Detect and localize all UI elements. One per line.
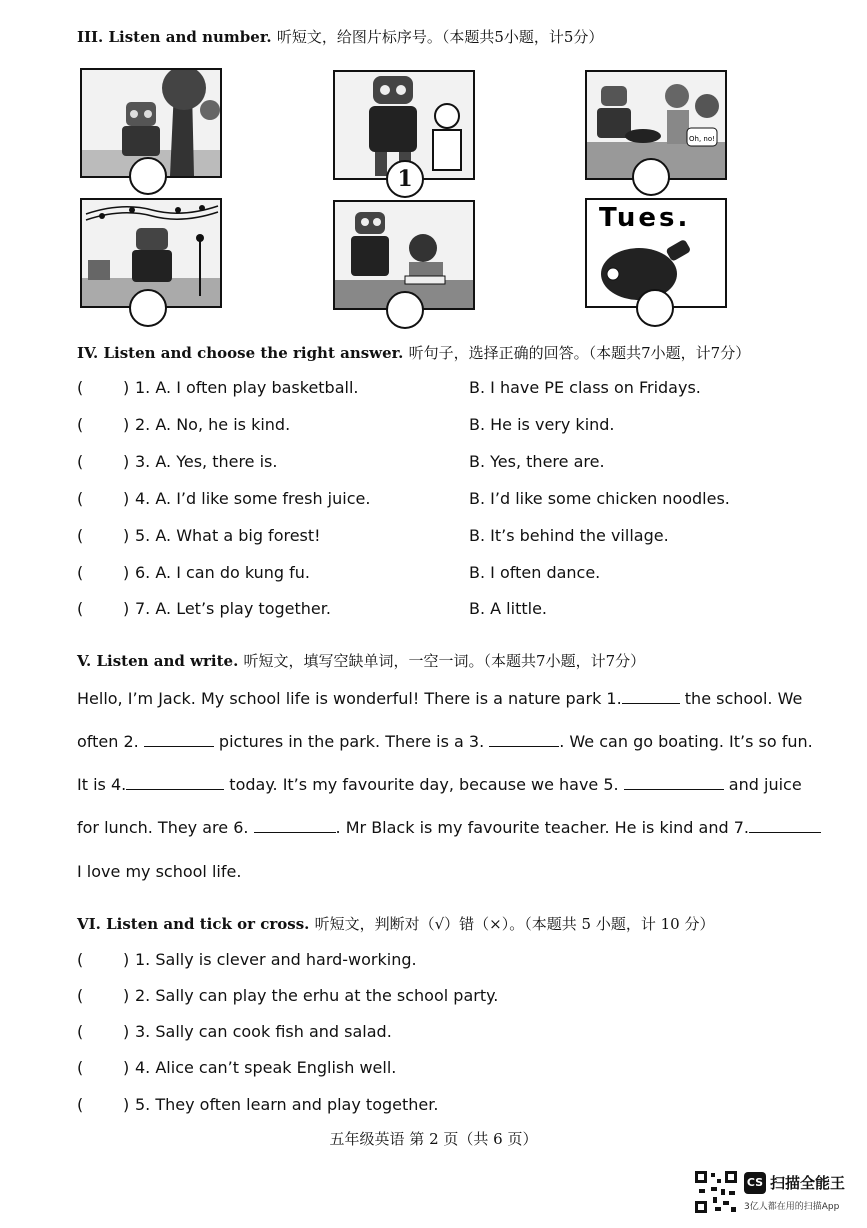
paren-open: ( bbox=[77, 1022, 84, 1041]
item-number: 6. bbox=[135, 563, 151, 582]
answer-circle-5[interactable] bbox=[386, 291, 424, 329]
statement: 5. They often learn and play together. bbox=[135, 1095, 439, 1114]
blank-5[interactable] bbox=[624, 775, 724, 790]
blank-2[interactable] bbox=[144, 732, 214, 747]
section-4-title: IV. Listen and choose the right answer. bbox=[77, 344, 404, 362]
statement: 4. Alice can’t speak English well. bbox=[135, 1058, 397, 1077]
passage-text: today. It’s my favourite day, because we have 5. bbox=[224, 775, 624, 794]
tick-row-5 bbox=[77, 1095, 439, 1114]
section-4-note: 听句子，选择正确的回答。（本题共7小题，计7分） bbox=[408, 344, 751, 362]
paren-open: ( bbox=[77, 1058, 84, 1077]
item-number: 2. bbox=[135, 415, 151, 434]
option-a: A. I’d like some fresh juice. bbox=[155, 489, 371, 508]
blank-7[interactable] bbox=[749, 818, 821, 833]
blank-4[interactable] bbox=[126, 775, 224, 790]
paren-close: ) bbox=[123, 378, 130, 397]
answer-circle-1[interactable] bbox=[129, 157, 167, 195]
option-b: B. I’d like some chicken noodles. bbox=[469, 489, 730, 508]
section-3-heading bbox=[77, 26, 603, 47]
paren-open: ( bbox=[77, 415, 84, 434]
paren-open: ( bbox=[77, 950, 84, 969]
camscanner-tagline: 3亿人都在用的扫描App bbox=[744, 1202, 840, 1212]
blank-6[interactable] bbox=[254, 818, 336, 833]
blank-3[interactable] bbox=[489, 732, 559, 747]
tues-text: Tues. bbox=[599, 203, 691, 233]
paren-open: ( bbox=[77, 452, 84, 471]
option-a: A. Yes, there is. bbox=[155, 452, 278, 471]
paren-open: ( bbox=[77, 1095, 84, 1114]
choice-row-5 bbox=[77, 526, 669, 545]
section-5-note: 听短文，填写空缺单词，一空一词。（本题共7小题，计7分） bbox=[243, 652, 646, 670]
choice-row-4 bbox=[77, 489, 730, 508]
passage-line-5 bbox=[77, 862, 837, 881]
paren-close: ) bbox=[123, 1022, 130, 1041]
statement: 1. Sally is clever and hard-working. bbox=[135, 950, 417, 969]
section-6-note: 听短文，判断对（√）错（×）。（本题共 5 小题，计 10 分） bbox=[314, 915, 715, 933]
oh-no-bubble: Oh, no! bbox=[689, 135, 715, 143]
passage-text: . We can go boating. It’s so fun. bbox=[559, 732, 813, 751]
choice-row-3 bbox=[77, 452, 605, 471]
paren-close: ) bbox=[123, 526, 130, 545]
passage-text: and juice bbox=[723, 775, 802, 794]
qr-code-icon bbox=[694, 1170, 738, 1214]
paren-open: ( bbox=[77, 986, 84, 1005]
item-number: 4. bbox=[135, 489, 151, 508]
camscanner-name: 扫描全能王 bbox=[770, 1174, 846, 1192]
section-5-heading bbox=[77, 650, 645, 671]
passage-text: for lunch. They are 6. bbox=[77, 818, 254, 837]
camscanner-logo-icon: CS bbox=[744, 1172, 766, 1194]
paren-open: ( bbox=[77, 563, 84, 582]
paren-close: ) bbox=[123, 489, 130, 508]
passage-line-2 bbox=[77, 732, 837, 751]
choice-row-6 bbox=[77, 563, 601, 582]
passage-text: the school. We bbox=[679, 689, 803, 708]
choice-row-2 bbox=[77, 415, 615, 434]
passage-text: often 2. bbox=[77, 732, 144, 751]
option-a: A. What a big forest! bbox=[155, 526, 321, 545]
page-footer: 五年级英语 第 2 页（共 6 页） bbox=[329, 1130, 538, 1148]
option-a: A. No, he is kind. bbox=[155, 415, 291, 434]
paren-close: ) bbox=[123, 599, 130, 618]
statement: 3. Sally can cook fish and salad. bbox=[135, 1022, 392, 1041]
passage-text: Hello, I’m Jack. My school life is wonderful! There is a nature park 1. bbox=[77, 689, 622, 708]
option-b: B. A little. bbox=[469, 599, 547, 618]
section-6-heading bbox=[77, 913, 714, 934]
item-number: 3. bbox=[135, 452, 151, 471]
passage-line-1 bbox=[77, 689, 837, 708]
answer-circle-2[interactable]: 1 bbox=[386, 160, 424, 198]
option-b: B. Yes, there are. bbox=[469, 452, 605, 471]
option-b: B. I often dance. bbox=[469, 563, 601, 582]
item-number: 5. bbox=[135, 526, 151, 545]
passage-text: It is 4. bbox=[77, 775, 127, 794]
paren-open: ( bbox=[77, 489, 84, 508]
option-b: B. I have PE class on Fridays. bbox=[469, 378, 701, 397]
option-a: A. I can do kung fu. bbox=[155, 563, 311, 582]
paren-close: ) bbox=[123, 950, 130, 969]
paren-open: ( bbox=[77, 378, 84, 397]
passage-text: I love my school life. bbox=[77, 862, 242, 881]
passage-line-4 bbox=[77, 818, 837, 837]
option-b: B. He is very kind. bbox=[469, 415, 615, 434]
section-4-heading bbox=[77, 342, 750, 363]
paren-close: ) bbox=[123, 563, 130, 582]
paren-open: ( bbox=[77, 526, 84, 545]
passage-line-3 bbox=[77, 775, 837, 794]
passage-text: . Mr Black is my favourite teacher. He is kind and 7. bbox=[335, 818, 749, 837]
blank-1[interactable] bbox=[622, 689, 680, 704]
tick-row-4 bbox=[77, 1058, 397, 1077]
paren-open: ( bbox=[77, 599, 84, 618]
answer-circle-4[interactable] bbox=[129, 289, 167, 327]
option-a: A. Let’s play together. bbox=[155, 599, 331, 618]
option-b: B. It’s behind the village. bbox=[469, 526, 669, 545]
section-3-title: III. Listen and number. bbox=[77, 28, 272, 46]
section-5-title: V. Listen and write. bbox=[77, 652, 239, 670]
answer-circle-6[interactable] bbox=[636, 289, 674, 327]
paren-close: ) bbox=[123, 986, 130, 1005]
paren-close: ) bbox=[123, 452, 130, 471]
answer-circle-3[interactable] bbox=[632, 158, 670, 196]
paren-close: ) bbox=[123, 1095, 130, 1114]
section-3-note: 听短文，给图片标序号。（本题共5小题，计5分） bbox=[276, 28, 604, 46]
choice-row-7 bbox=[77, 599, 547, 618]
item-number: 1. bbox=[135, 378, 151, 397]
item-number: 7. bbox=[135, 599, 151, 618]
choice-row-1 bbox=[77, 378, 701, 397]
paren-close: ) bbox=[123, 1058, 130, 1077]
option-a: A. I often play basketball. bbox=[155, 378, 359, 397]
tick-row-2 bbox=[77, 986, 499, 1005]
tick-row-1 bbox=[77, 950, 417, 969]
paren-close: ) bbox=[123, 415, 130, 434]
passage-text: pictures in the park. There is a 3. bbox=[213, 732, 490, 751]
tick-row-3 bbox=[77, 1022, 392, 1041]
statement: 2. Sally can play the erhu at the school party. bbox=[135, 986, 499, 1005]
section-6-title: VI. Listen and tick or cross. bbox=[77, 915, 310, 933]
